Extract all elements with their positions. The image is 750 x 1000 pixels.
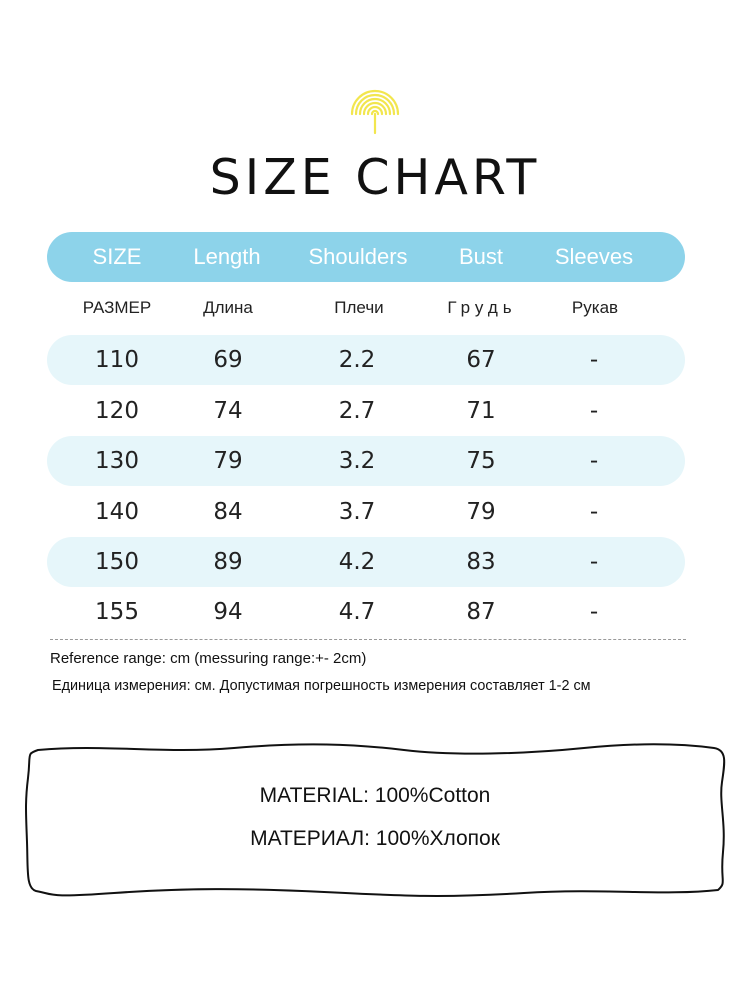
cell-bust: 83 (466, 549, 496, 575)
page-title: SIZE CHART (209, 149, 541, 206)
column-header-shoulders: Shoulders (308, 244, 408, 269)
cell-size: 150 (95, 549, 139, 575)
column-subheader-bust-ru: Грудь (447, 298, 517, 317)
column-header-size: SIZE (92, 244, 142, 269)
column-subheader-length-ru: Длина (203, 298, 253, 317)
cell-shoulders: 3.2 (338, 448, 376, 474)
cell-length: 94 (213, 599, 243, 625)
cell-size: 155 (95, 599, 139, 625)
column-subheader-size-ru: РАЗМЕР (82, 298, 152, 317)
dashed-divider (50, 639, 686, 640)
cell-sleeves: - (589, 499, 599, 525)
column-header-bust: Bust (458, 244, 504, 269)
cell-bust: 71 (466, 398, 496, 424)
cell-bust: 79 (466, 499, 496, 525)
cell-size: 120 (95, 398, 139, 424)
cell-length: 69 (213, 347, 243, 373)
cell-bust: 67 (466, 347, 496, 373)
column-header-length: Length (193, 244, 261, 269)
cell-shoulders: 3.7 (338, 499, 376, 525)
reference-note-en: Reference range: cm (messuring range:+- 2cm) (50, 650, 367, 667)
cell-bust: 75 (466, 448, 496, 474)
cell-size: 140 (95, 499, 139, 525)
column-header-sleeves: Sleeves (554, 244, 634, 269)
cell-length: 84 (213, 499, 243, 525)
cell-length: 89 (213, 549, 243, 575)
cell-sleeves: - (589, 347, 599, 373)
cell-shoulders: 4.2 (338, 549, 376, 575)
cell-sleeves: - (589, 398, 599, 424)
cell-shoulders: 2.2 (338, 347, 376, 373)
cell-shoulders: 4.7 (338, 599, 376, 625)
cell-sleeves: - (589, 448, 599, 474)
material-en: MATERIAL: 100%Cotton (259, 784, 491, 807)
column-subheader-sleeves-ru: Рукав (571, 298, 619, 317)
cell-shoulders: 2.7 (338, 398, 376, 424)
material-box-border (24, 742, 728, 898)
cell-sleeves: - (589, 599, 599, 625)
reference-note-ru: Единица измерения: см. Допустимая погрешность измерения составляет 1-2 см (52, 678, 591, 694)
cell-size: 130 (95, 448, 139, 474)
cell-size: 110 (95, 347, 139, 373)
material-ru: МАТЕРИАЛ: 100%Хлопок (250, 827, 500, 850)
cell-bust: 87 (466, 599, 496, 625)
cell-length: 79 (213, 448, 243, 474)
cell-sleeves: - (589, 549, 599, 575)
cell-length: 74 (213, 398, 243, 424)
umbrella-tree-logo-icon (348, 84, 402, 136)
column-subheader-shoulders-ru: Плечи (334, 298, 384, 317)
